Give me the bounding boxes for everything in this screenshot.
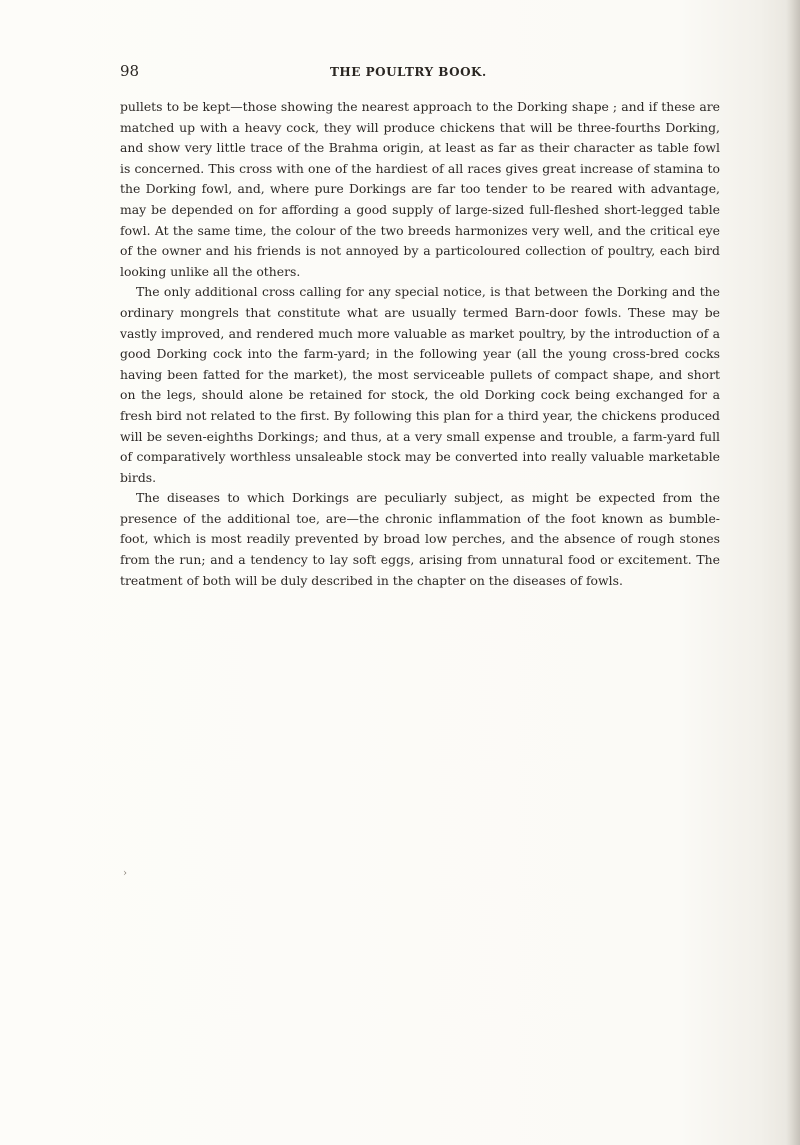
page-header (120, 62, 720, 86)
running-head: THE POULTRY BOOK. (330, 65, 487, 79)
paragraph-3: The diseases to which Dorkings are peculiarly subject, as might be expected from the presence of the additional toe, are—the chronic inflammation of the foot known as bumble-foot, which is most readily prevented by broad low perches, and the absence of rough stones from the run; and a tendency to lay soft eggs, arising from unnatural food or excitement. The treatment of both will be duly described in the chapter on the diseases of fowls. (120, 490, 720, 588)
stray-ink-mark: › (123, 868, 127, 879)
page-edge-shadow (786, 0, 800, 1145)
body-text (120, 97, 720, 591)
paragraph-1: pullets to be kept—those showing the nearest approach to the Dorking shape ; and if these are matched up with a heavy cock, they will produce chickens that will be three-fourths Dorking, and show very little trace of the Brahma origin, at least as far as their character as table fowl is concerned. This cross with one of the hardiest of all races gives great increase of stamina to the Dorking fowl, and, where pure Dorkings are far too tender to be reared with advantage, may be depended on for affording a good supply of large-sized full-fleshed short-legged table fowl. At the same time, the colour of the two breeds harmonizes very well, and the critical eye of the owner and his friends is not annoyed by a particoloured collection of poultry, each bird looking unlike all the others. (120, 99, 720, 279)
page-number: 98 (120, 62, 140, 80)
paragraph-2: The only additional cross calling for any special notice, is that between the Dorking and the ordinary mongrels that constitute what are usually termed Barn-door fowls. These may be vastly improved, and rendered much more valuable as market poultry, by the introduction of a good Dorking cock into the farm-yard; in the following year (all the young cross-bred cocks having been fatted for the market), the most serviceable pullets of compact shape, and short on the legs, should alone be retained for stock, the old Dorking cock being exchanged for a fresh bird not related to the first. By following this plan for a third year, the chickens produced will be seven-eighths Dorkings; and thus, at a very small expense and trouble, a farm-yard full of comparatively worthless unsaleable stock may be converted into really valuable marketable birds. (120, 284, 720, 485)
